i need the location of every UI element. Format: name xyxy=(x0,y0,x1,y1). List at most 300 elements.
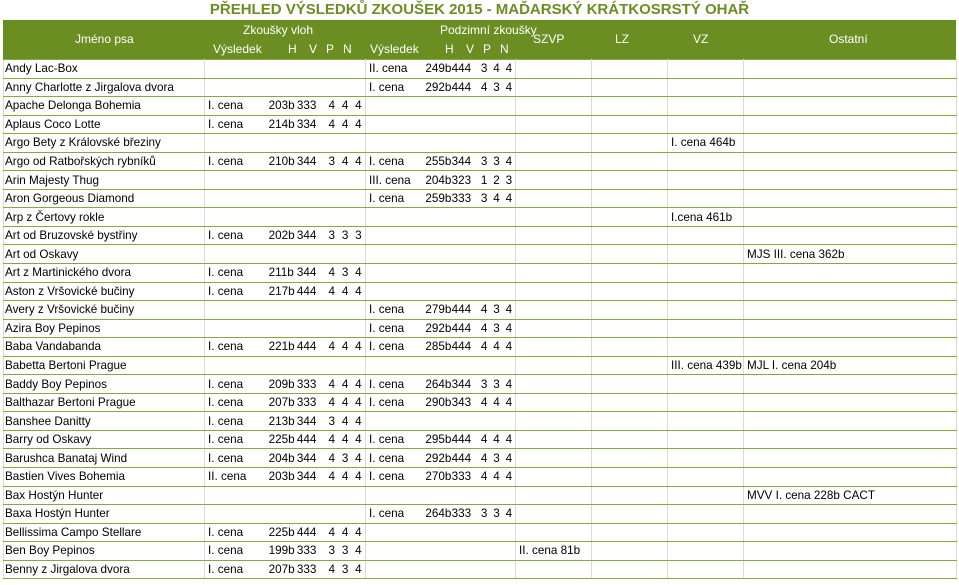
zv-n: 4 xyxy=(355,266,362,280)
pz-cell xyxy=(366,115,516,134)
pz-cell xyxy=(366,430,516,449)
other: MJL I. cena 204b xyxy=(747,359,837,373)
pz-cell xyxy=(366,60,516,79)
vz-cell xyxy=(668,560,744,579)
pz-score: 295b xyxy=(425,433,452,447)
pz-n: 4 xyxy=(505,396,513,410)
pz-result xyxy=(366,153,515,170)
pz-prize: I. cena xyxy=(369,321,405,335)
zv-h: 444 xyxy=(296,525,317,539)
pz-prize: I. cena xyxy=(369,433,405,447)
table-row xyxy=(4,505,957,524)
zv-cell xyxy=(205,468,366,487)
zv-prize: I. cena xyxy=(208,99,244,113)
pz-score: 249b xyxy=(425,62,452,76)
zv-prize: I. cena xyxy=(208,155,244,168)
zv-v: 4 xyxy=(328,377,336,391)
other-cell xyxy=(744,505,957,524)
pz-p: 3 xyxy=(493,507,500,521)
dog-name: Aplaus Coco Lotte xyxy=(4,115,205,134)
szvp-cell xyxy=(516,282,592,301)
results-table xyxy=(3,59,957,579)
table-row xyxy=(4,486,957,505)
pz-cell xyxy=(366,134,516,153)
pz-result xyxy=(366,172,515,189)
pz-p: 3 xyxy=(493,321,500,335)
pz-result xyxy=(366,301,515,318)
pz-prize: I. cena xyxy=(369,470,405,484)
pz-cell xyxy=(366,542,516,561)
zv-p: 4 xyxy=(341,155,349,168)
other-cell xyxy=(744,468,957,487)
zv-cell xyxy=(205,301,366,320)
zv-v: 4 xyxy=(328,99,336,113)
pz-h: 444 xyxy=(451,451,472,465)
pz-p: 3 xyxy=(493,155,500,168)
zv-score: 204b xyxy=(268,451,295,465)
zv-h: 344 xyxy=(296,414,317,428)
lz-cell xyxy=(592,560,668,579)
zv-prize: I. cena xyxy=(208,525,244,539)
szvp-cell xyxy=(516,245,592,264)
szvp-cell xyxy=(516,78,592,97)
pz-h: 333 xyxy=(451,192,472,206)
lz-cell xyxy=(592,542,668,561)
szvp-cell xyxy=(516,97,592,116)
pz-p: 4 xyxy=(493,340,500,354)
header-pz-p: P xyxy=(483,42,492,56)
szvp-cell xyxy=(516,449,592,468)
pz-n: 4 xyxy=(505,303,513,317)
pz-score: 259b xyxy=(425,192,452,206)
pz-score: 204b xyxy=(425,173,452,187)
szvp-cell xyxy=(516,430,592,449)
zv-result xyxy=(205,542,365,559)
zv-result xyxy=(205,338,365,355)
dog-name: Barry od Oskavy xyxy=(4,430,205,449)
pz-h: 444 xyxy=(451,303,472,317)
pz-cell xyxy=(366,245,516,264)
zv-score: 225b xyxy=(268,433,295,447)
pz-cell xyxy=(366,523,516,542)
zv-score: 214b xyxy=(268,117,295,131)
zv-v: 4 xyxy=(328,266,336,280)
dog-name: Argo Bety z Královské březiny xyxy=(4,134,205,153)
table-row xyxy=(4,189,957,208)
other: MVV I. cena 228b CACT xyxy=(747,488,875,502)
zv-v: 4 xyxy=(328,396,336,410)
pz-v: 4 xyxy=(480,321,488,335)
other-cell xyxy=(744,245,957,264)
pz-prize: I. cena xyxy=(369,80,405,94)
table-row xyxy=(4,560,957,579)
zv-cell xyxy=(205,97,366,116)
zv-p: 4 xyxy=(341,99,349,113)
dog-name: Aston z Vršovické bučiny xyxy=(4,282,205,301)
table-row xyxy=(4,523,957,542)
zv-prize: I. cena xyxy=(208,433,244,447)
other-cell xyxy=(744,189,957,208)
zv-n: 4 xyxy=(355,155,362,168)
szvp-cell xyxy=(516,301,592,320)
zv-h: 333 xyxy=(296,99,317,113)
vz-cell xyxy=(668,189,744,208)
zv-p: 3 xyxy=(341,544,349,558)
zv-prize: I. cena xyxy=(208,414,244,428)
pz-result xyxy=(366,190,515,207)
lz-cell xyxy=(592,226,668,245)
zv-h: 444 xyxy=(296,340,317,354)
zv-score: 211b xyxy=(268,266,294,280)
zv-result xyxy=(205,153,365,170)
other-cell xyxy=(744,97,957,116)
zv-n: 4 xyxy=(355,396,362,410)
vz-cell xyxy=(668,356,744,375)
table-row xyxy=(4,375,957,394)
zv-cell xyxy=(205,264,366,283)
other-cell xyxy=(744,542,957,561)
pz-result xyxy=(366,431,515,448)
header-zv-p: P xyxy=(326,42,335,56)
zv-result xyxy=(205,413,365,430)
pz-cell xyxy=(366,338,516,357)
pz-v: 3 xyxy=(480,507,488,521)
szvp-cell xyxy=(516,486,592,505)
pz-p: 4 xyxy=(493,433,500,447)
header-zv-v: V xyxy=(309,42,318,56)
pz-cell xyxy=(366,375,516,394)
zv-n: 4 xyxy=(355,414,362,428)
lz-cell xyxy=(592,486,668,505)
zv-p: 4 xyxy=(341,525,349,539)
vz-cell xyxy=(668,319,744,338)
table-row xyxy=(4,393,957,412)
zv-score: 210b xyxy=(268,155,295,168)
pz-prize: I. cena xyxy=(369,377,405,391)
other-cell xyxy=(744,264,957,283)
szvp-cell xyxy=(516,468,592,487)
pz-h: 444 xyxy=(451,80,472,94)
table-row xyxy=(4,171,957,190)
other-cell xyxy=(744,486,957,505)
dog-name: Balthazar Bertoni Prague xyxy=(4,393,205,412)
pz-h: 344 xyxy=(451,377,472,391)
other-cell xyxy=(744,375,957,394)
dog-name: Babetta Bertoni Prague xyxy=(4,356,205,375)
other-cell xyxy=(744,171,957,190)
zv-h: 344 xyxy=(296,451,317,465)
header-pz-h: H xyxy=(445,42,454,56)
header-name: Jméno psa xyxy=(75,32,134,46)
zv-prize: I. cena xyxy=(208,396,244,410)
pz-n: 4 xyxy=(505,321,513,335)
dog-name: Banshee Danitty xyxy=(4,412,205,431)
szvp-cell xyxy=(516,264,592,283)
zv-cell xyxy=(205,152,366,171)
dog-name: Aron Gorgeous Diamond xyxy=(4,189,205,208)
szvp-cell xyxy=(516,152,592,171)
zv-cell xyxy=(205,356,366,375)
pz-cell xyxy=(366,152,516,171)
page-title: PŘEHLED VÝSLEDKŮ ZKOUŠEK 2015 - MAĎARSKÝ KRÁTKOSRSTÝ OHAŘ xyxy=(209,1,750,18)
other-cell xyxy=(744,115,957,134)
zv-cell xyxy=(205,542,366,561)
pz-score: 264b xyxy=(425,377,452,391)
other-cell xyxy=(744,60,957,79)
zv-n: 4 xyxy=(355,117,362,131)
zv-n: 4 xyxy=(355,377,362,391)
zv-p: 4 xyxy=(341,470,349,484)
header-pz-title: Podzimní zkoušky xyxy=(440,23,537,37)
lz-cell xyxy=(592,356,668,375)
header-zv-n: N xyxy=(343,42,352,56)
zv-cell xyxy=(205,60,366,79)
header-zv-h: H xyxy=(288,42,297,56)
pz-cell xyxy=(366,282,516,301)
zv-h: 344 xyxy=(296,470,317,484)
vz-cell xyxy=(668,134,744,153)
pz-result xyxy=(366,60,515,77)
vz-cell xyxy=(668,523,744,542)
lz-cell xyxy=(592,468,668,487)
vz-cell xyxy=(668,468,744,487)
dog-name: Avery z Vršovické bučiny xyxy=(4,301,205,320)
vz-cell xyxy=(668,393,744,412)
dog-name: Apache Delonga Bohemia xyxy=(4,97,205,116)
lz-cell xyxy=(592,189,668,208)
zv-cell xyxy=(205,282,366,301)
zv-result xyxy=(205,450,365,467)
zv-n: 4 xyxy=(355,563,362,577)
pz-result xyxy=(366,376,515,393)
zv-v: 4 xyxy=(328,451,336,465)
zv-p: 3 xyxy=(341,229,349,243)
zv-h: 344 xyxy=(296,229,317,243)
zv-h: 333 xyxy=(296,563,317,577)
zv-cell xyxy=(205,375,366,394)
pz-n: 4 xyxy=(505,433,513,447)
lz-cell xyxy=(592,115,668,134)
szvp-cell xyxy=(516,523,592,542)
table-row xyxy=(4,78,957,97)
pz-prize: II. cena xyxy=(369,62,408,76)
table-row xyxy=(4,319,957,338)
szvp-cell xyxy=(516,226,592,245)
other-cell xyxy=(744,393,957,412)
szvp-cell xyxy=(516,412,592,431)
table-row xyxy=(4,97,957,116)
pz-h: 444 xyxy=(451,433,472,447)
pz-prize: I. cena xyxy=(369,340,405,354)
zv-n: 4 xyxy=(355,284,362,298)
zv-n: 4 xyxy=(355,525,362,539)
lz-cell xyxy=(592,245,668,264)
vz-cell xyxy=(668,152,744,171)
vz-cell xyxy=(668,412,744,431)
header-lz: LZ xyxy=(615,32,630,46)
pz-score: 279b xyxy=(425,303,452,317)
pz-score: 292b xyxy=(425,321,452,335)
zv-cell xyxy=(205,393,366,412)
pz-n: 4 xyxy=(505,451,513,465)
dog-name: Bellissima Campo Stellare xyxy=(4,523,205,542)
pz-p: 3 xyxy=(493,451,500,465)
other-cell xyxy=(744,208,957,227)
pz-v: 3 xyxy=(480,62,488,76)
zv-n: 4 xyxy=(355,433,362,447)
vz-cell xyxy=(668,78,744,97)
zv-p: 4 xyxy=(341,414,349,428)
vz-cell xyxy=(668,375,744,394)
pz-cell xyxy=(366,171,516,190)
pz-cell xyxy=(366,356,516,375)
dog-name: Art od Bruzovské bystřiny xyxy=(4,226,205,245)
pz-result xyxy=(366,338,515,355)
table-row xyxy=(4,152,957,171)
dog-name: Art z Martinického dvora xyxy=(4,264,205,283)
zv-result xyxy=(205,227,365,244)
zv-prize: I. cena xyxy=(208,340,244,354)
zv-prize: I. cena xyxy=(208,377,244,391)
zv-v: 3 xyxy=(328,544,336,558)
pz-h: 344 xyxy=(451,155,472,168)
lz-cell xyxy=(592,523,668,542)
pz-cell xyxy=(366,208,516,227)
pz-p: 4 xyxy=(493,396,500,410)
zv-h: 444 xyxy=(296,433,317,447)
szvp-cell xyxy=(516,171,592,190)
header-pz-n: N xyxy=(500,42,509,56)
table-row xyxy=(4,134,957,153)
pz-result xyxy=(366,79,515,96)
vz-cell xyxy=(668,282,744,301)
pz-n: 4 xyxy=(505,507,513,521)
other-cell xyxy=(744,430,957,449)
pz-h: 444 xyxy=(451,62,472,76)
zv-cell xyxy=(205,115,366,134)
dog-name: Bastien Vives Bohemia xyxy=(4,468,205,487)
lz-cell xyxy=(592,375,668,394)
pz-cell xyxy=(366,226,516,245)
table-row xyxy=(4,542,957,561)
pz-prize: I. cena xyxy=(369,451,405,465)
pz-v: 4 xyxy=(480,451,488,465)
zv-cell xyxy=(205,189,366,208)
zv-p: 4 xyxy=(341,340,349,354)
pz-n: 3 xyxy=(505,173,513,187)
other-cell xyxy=(744,282,957,301)
zv-result xyxy=(205,561,365,578)
pz-h: 444 xyxy=(451,321,472,335)
pz-n: 4 xyxy=(505,155,513,168)
other: MJS III. cena 362b xyxy=(747,247,845,261)
zv-cell xyxy=(205,523,366,542)
pz-n: 4 xyxy=(505,470,513,484)
table-row xyxy=(4,245,957,264)
vz-cell xyxy=(668,226,744,245)
pz-cell xyxy=(366,486,516,505)
zv-v: 4 xyxy=(328,470,336,484)
header-vz: VZ xyxy=(693,32,709,46)
zv-prize: I. cena xyxy=(208,563,244,577)
zv-cell xyxy=(205,412,366,431)
szvp-cell xyxy=(516,560,592,579)
vz-cell xyxy=(668,449,744,468)
zv-cell xyxy=(205,486,366,505)
pz-prize: III. cena xyxy=(369,173,411,187)
header-zv-result: Výsledek xyxy=(213,42,262,56)
other-cell xyxy=(744,560,957,579)
vz-cell xyxy=(668,430,744,449)
zv-v: 4 xyxy=(328,563,336,577)
pz-prize: I. cena xyxy=(369,303,405,317)
pz-p: 3 xyxy=(493,80,500,94)
pz-v: 4 xyxy=(480,433,488,447)
pz-v: 3 xyxy=(480,377,488,391)
table-row xyxy=(4,60,957,79)
table-row xyxy=(4,468,957,487)
szvp-cell xyxy=(516,319,592,338)
zv-result xyxy=(205,264,365,281)
zv-h: 344 xyxy=(296,155,317,168)
szvp-cell xyxy=(516,542,592,561)
pz-result xyxy=(366,450,515,467)
pz-cell xyxy=(366,449,516,468)
vz: III. cena 439b xyxy=(671,359,742,373)
lz-cell xyxy=(592,505,668,524)
lz-cell xyxy=(592,152,668,171)
table-row xyxy=(4,430,957,449)
zv-score: 209b xyxy=(268,377,295,391)
pz-score: 255b xyxy=(425,155,452,168)
zv-score: 202b xyxy=(268,229,295,243)
other-cell xyxy=(744,338,957,357)
zv-cell xyxy=(205,134,366,153)
lz-cell xyxy=(592,282,668,301)
dog-name: Art od Oskavy xyxy=(4,245,205,264)
table-row xyxy=(4,449,957,468)
vz-cell xyxy=(668,115,744,134)
results-body xyxy=(4,60,957,579)
pz-h: 333 xyxy=(451,470,472,484)
pz-v: 4 xyxy=(480,340,488,354)
header-other: Ostatní xyxy=(829,32,868,46)
zv-cell xyxy=(205,245,366,264)
pz-n: 4 xyxy=(505,377,513,391)
szvp-cell xyxy=(516,208,592,227)
szvp-cell xyxy=(516,134,592,153)
pz-n: 4 xyxy=(505,340,513,354)
lz-cell xyxy=(592,208,668,227)
zv-prize: I. cena xyxy=(208,266,244,280)
zv-p: 3 xyxy=(341,266,349,280)
other-cell xyxy=(744,301,957,320)
zv-prize: I. cena xyxy=(208,451,244,465)
zv-score: 213b xyxy=(268,414,295,428)
pz-result xyxy=(366,505,515,522)
pz-cell xyxy=(366,97,516,116)
vz: I. cena 464b xyxy=(671,136,736,150)
vz-cell xyxy=(668,97,744,116)
pz-score: 292b xyxy=(425,80,452,94)
dog-name: Ben Boy Pepinos xyxy=(4,542,205,561)
zv-cell xyxy=(205,505,366,524)
zv-v: 3 xyxy=(328,155,336,168)
dog-name: Bax Hostýn Hunter xyxy=(4,486,205,505)
pz-result xyxy=(366,468,515,485)
pz-prize: I. cena xyxy=(369,192,405,206)
lz-cell xyxy=(592,264,668,283)
